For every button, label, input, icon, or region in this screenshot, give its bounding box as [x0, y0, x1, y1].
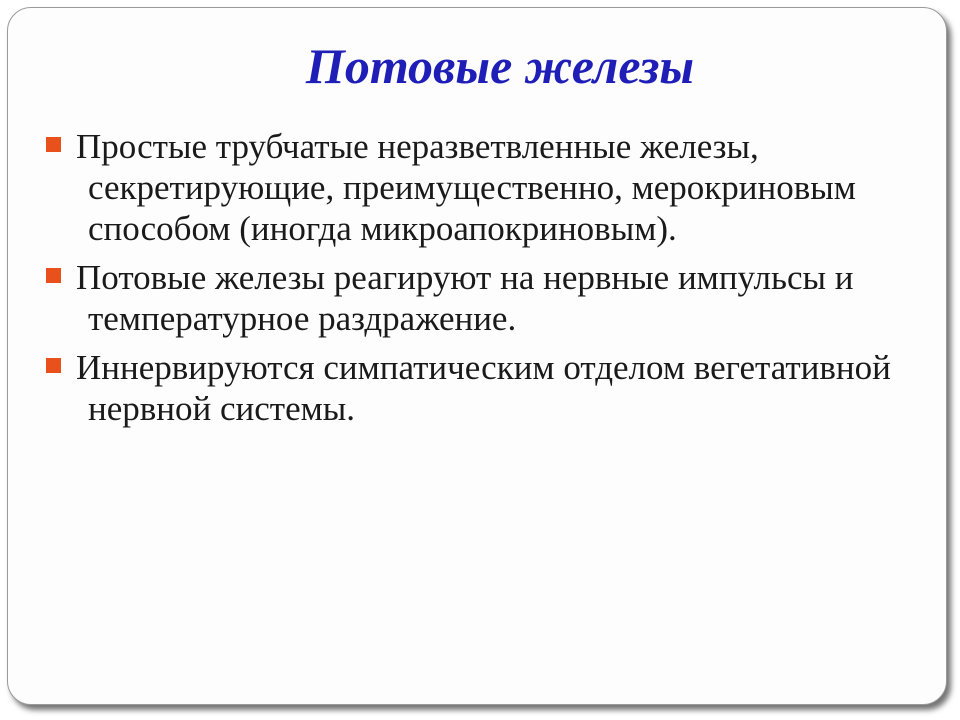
- bullet-item: [46, 347, 906, 429]
- square-bullet-icon: [46, 358, 61, 373]
- bullet-text: Потовые железы реагируют на нервные импульсы и температурное раздражение.: [76, 258, 854, 338]
- square-bullet-icon: [46, 137, 61, 152]
- bullet-item: [46, 126, 906, 249]
- slide-title: Потовые железы: [305, 38, 695, 94]
- bullet-list: [46, 126, 906, 437]
- bullet-item: [46, 257, 906, 339]
- square-bullet-icon: [46, 268, 61, 283]
- bullet-text: Иннервируются симпатическим отделом вегетативной нервной системы.: [76, 348, 891, 428]
- bullet-text: Простые трубчатые неразветвленные железы, секретирующие, преимущественно, мерокриновым способом (иногда микроапокриновым).: [76, 127, 856, 248]
